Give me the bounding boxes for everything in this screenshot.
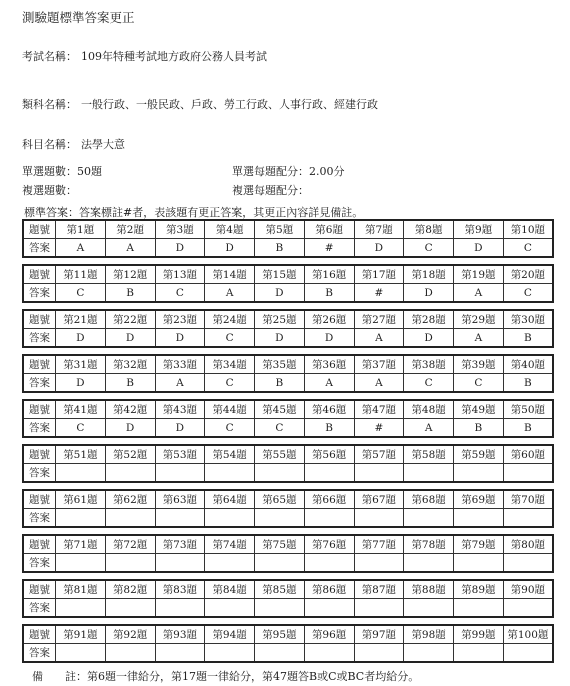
answer-row bbox=[23, 419, 553, 438]
row-label-answer: 答案 bbox=[23, 374, 56, 393]
answer-table bbox=[22, 309, 554, 348]
answer-cell: C bbox=[404, 239, 454, 258]
answer-cell: B bbox=[255, 374, 305, 393]
answer-table bbox=[22, 534, 554, 573]
question-number-cell: 第59題 bbox=[454, 445, 504, 464]
question-number-cell: 第8題 bbox=[404, 220, 454, 239]
question-number-cell: 第35題 bbox=[255, 355, 305, 374]
answer-table bbox=[22, 489, 554, 528]
question-number-row bbox=[23, 445, 553, 464]
answer-cell bbox=[255, 554, 305, 573]
answer-cell: B bbox=[105, 374, 155, 393]
question-number-cell: 第33題 bbox=[155, 355, 205, 374]
question-number-cell: 第62題 bbox=[105, 490, 155, 509]
answer-cell bbox=[205, 599, 255, 618]
row-label-answer: 答案 bbox=[23, 644, 56, 663]
question-number-cell: 第41題 bbox=[56, 400, 106, 419]
answer-row bbox=[23, 599, 553, 618]
question-number-cell: 第50題 bbox=[503, 400, 553, 419]
multi-count: 複選題數： bbox=[22, 184, 77, 197]
question-number-cell: 第67題 bbox=[354, 490, 404, 509]
question-number-cell: 第9題 bbox=[454, 220, 504, 239]
answer-cell: D bbox=[155, 419, 205, 438]
row-label-question: 題號 bbox=[23, 490, 56, 509]
answer-cell: B bbox=[503, 419, 553, 438]
answer-cell: D bbox=[56, 329, 106, 348]
answer-cell: C bbox=[454, 374, 504, 393]
answer-cell: C bbox=[503, 284, 553, 303]
answer-cell: D bbox=[454, 239, 504, 258]
question-number-cell: 第14題 bbox=[205, 265, 255, 284]
row-label-question: 題號 bbox=[23, 400, 56, 419]
question-number-cell: 第61題 bbox=[56, 490, 106, 509]
answer-table bbox=[22, 264, 554, 303]
answer-cell: D bbox=[155, 329, 205, 348]
question-number-cell: 第87題 bbox=[354, 580, 404, 599]
question-number-cell: 第22題 bbox=[105, 310, 155, 329]
answer-row bbox=[23, 374, 553, 393]
answer-cell bbox=[354, 464, 404, 483]
answer-cell: D bbox=[354, 239, 404, 258]
answer-cell bbox=[56, 554, 106, 573]
answer-cell bbox=[255, 599, 305, 618]
answer-cell bbox=[354, 599, 404, 618]
question-number-cell: 第95題 bbox=[255, 625, 305, 644]
answer-cell bbox=[404, 554, 454, 573]
question-number-cell: 第71題 bbox=[56, 535, 106, 554]
question-number-cell: 第96題 bbox=[304, 625, 354, 644]
answer-cell: D bbox=[304, 329, 354, 348]
question-number-cell: 第49題 bbox=[454, 400, 504, 419]
row-label-question: 題號 bbox=[23, 580, 56, 599]
category-label: 類科名稱： bbox=[22, 98, 77, 111]
answer-cell bbox=[304, 599, 354, 618]
answer-cell bbox=[205, 644, 255, 663]
question-number-cell: 第1題 bbox=[56, 220, 106, 239]
question-number-cell: 第13題 bbox=[155, 265, 205, 284]
answer-cell: A bbox=[304, 374, 354, 393]
question-number-cell: 第4題 bbox=[205, 220, 255, 239]
answer-cell bbox=[404, 644, 454, 663]
question-number-cell: 第82題 bbox=[105, 580, 155, 599]
answer-cell bbox=[404, 509, 454, 528]
answer-cell bbox=[304, 464, 354, 483]
answer-cell: A bbox=[454, 329, 504, 348]
answer-cell: D bbox=[255, 329, 305, 348]
question-number-cell: 第30題 bbox=[503, 310, 553, 329]
answer-cell bbox=[454, 554, 504, 573]
answer-cell: A bbox=[454, 284, 504, 303]
answer-row bbox=[23, 329, 553, 348]
question-number-cell: 第32題 bbox=[105, 355, 155, 374]
question-number-cell: 第58題 bbox=[404, 445, 454, 464]
question-number-cell: 第99題 bbox=[454, 625, 504, 644]
exam-name-value: 109年特種考試地方政府公務人員考試 bbox=[81, 50, 267, 63]
question-number-cell: 第51題 bbox=[56, 445, 106, 464]
multi-score: 複選每題配分： bbox=[232, 184, 309, 197]
answer-cell: C bbox=[205, 329, 255, 348]
question-number-cell: 第84題 bbox=[205, 580, 255, 599]
answer-cell: D bbox=[105, 419, 155, 438]
subject-value: 法學大意 bbox=[81, 138, 125, 151]
answer-cell: A bbox=[205, 284, 255, 303]
question-number-cell: 第48題 bbox=[404, 400, 454, 419]
row-label-answer: 答案 bbox=[23, 554, 56, 573]
answer-cell bbox=[304, 554, 354, 573]
answer-cell: B bbox=[454, 419, 504, 438]
question-number-cell: 第21題 bbox=[56, 310, 106, 329]
question-number-cell: 第45題 bbox=[255, 400, 305, 419]
remark-text: 第6題一律給分，第17題一律給分，第47題答B或C或BC者均給分。 bbox=[87, 670, 420, 683]
answer-cell: C bbox=[205, 419, 255, 438]
answer-cell bbox=[105, 464, 155, 483]
question-number-row bbox=[23, 580, 553, 599]
answer-cell: # bbox=[354, 284, 404, 303]
question-number-cell: 第5題 bbox=[255, 220, 305, 239]
question-number-cell: 第93題 bbox=[155, 625, 205, 644]
answer-cell bbox=[255, 464, 305, 483]
question-number-cell: 第83題 bbox=[155, 580, 205, 599]
answer-cell bbox=[155, 554, 205, 573]
answer-cell: D bbox=[404, 329, 454, 348]
question-number-cell: 第94題 bbox=[205, 625, 255, 644]
question-number-cell: 第34題 bbox=[205, 355, 255, 374]
question-number-cell: 第52題 bbox=[105, 445, 155, 464]
question-number-cell: 第43題 bbox=[155, 400, 205, 419]
question-number-cell: 第56題 bbox=[304, 445, 354, 464]
answer-cell: A bbox=[155, 374, 205, 393]
row-label-question: 題號 bbox=[23, 220, 56, 239]
question-number-cell: 第78題 bbox=[404, 535, 454, 554]
single-score: 單選每題配分：2.00分 bbox=[232, 165, 345, 178]
question-number-cell: 第6題 bbox=[304, 220, 354, 239]
answer-cell: D bbox=[205, 239, 255, 258]
answer-cell bbox=[56, 464, 106, 483]
answer-cell: D bbox=[404, 284, 454, 303]
answer-cell: C bbox=[56, 419, 106, 438]
answer-cell bbox=[155, 644, 205, 663]
answer-cell: A bbox=[105, 239, 155, 258]
question-number-cell: 第36題 bbox=[304, 355, 354, 374]
remark-label: 備 註： bbox=[32, 670, 87, 683]
question-number-cell: 第55題 bbox=[255, 445, 305, 464]
question-number-row bbox=[23, 535, 553, 554]
answer-cell: B bbox=[105, 284, 155, 303]
answer-table bbox=[22, 219, 554, 258]
answer-cell: # bbox=[304, 239, 354, 258]
answer-cell bbox=[205, 509, 255, 528]
question-number-cell: 第40題 bbox=[503, 355, 553, 374]
answer-cell bbox=[503, 464, 553, 483]
answer-row bbox=[23, 284, 553, 303]
answer-cell bbox=[205, 464, 255, 483]
question-number-cell: 第44題 bbox=[205, 400, 255, 419]
answer-cell bbox=[454, 464, 504, 483]
subject-line bbox=[22, 136, 125, 152]
question-number-cell: 第98題 bbox=[404, 625, 454, 644]
question-number-row bbox=[23, 625, 553, 644]
question-number-cell: 第2題 bbox=[105, 220, 155, 239]
answer-cell: C bbox=[56, 284, 106, 303]
question-number-cell: 第31題 bbox=[56, 355, 106, 374]
answer-cell: B bbox=[304, 419, 354, 438]
question-number-cell: 第53題 bbox=[155, 445, 205, 464]
question-number-cell: 第11題 bbox=[56, 265, 106, 284]
remark-line bbox=[32, 668, 419, 684]
question-number-cell: 第23題 bbox=[155, 310, 205, 329]
question-number-cell: 第20題 bbox=[503, 265, 553, 284]
question-number-cell: 第74題 bbox=[205, 535, 255, 554]
question-number-cell: 第85題 bbox=[255, 580, 305, 599]
question-number-cell: 第57題 bbox=[354, 445, 404, 464]
question-number-cell: 第3題 bbox=[155, 220, 205, 239]
answer-table bbox=[22, 444, 554, 483]
answer-cell bbox=[105, 509, 155, 528]
question-number-cell: 第47題 bbox=[354, 400, 404, 419]
row-label-question: 題號 bbox=[23, 355, 56, 374]
answer-cell: D bbox=[155, 239, 205, 258]
answer-cell: B bbox=[503, 374, 553, 393]
question-number-cell: 第63題 bbox=[155, 490, 205, 509]
row-label-answer: 答案 bbox=[23, 464, 56, 483]
question-number-cell: 第29題 bbox=[454, 310, 504, 329]
question-number-cell: 第17題 bbox=[354, 265, 404, 284]
question-number-row bbox=[23, 355, 553, 374]
question-number-cell: 第81題 bbox=[56, 580, 106, 599]
question-number-cell: 第91題 bbox=[56, 625, 106, 644]
answer-cell bbox=[255, 644, 305, 663]
question-number-cell: 第7題 bbox=[354, 220, 404, 239]
answer-cell: B bbox=[503, 329, 553, 348]
answer-cell: D bbox=[105, 329, 155, 348]
answer-cell: D bbox=[255, 284, 305, 303]
question-number-cell: 第10題 bbox=[503, 220, 553, 239]
question-number-cell: 第73題 bbox=[155, 535, 205, 554]
question-number-row bbox=[23, 310, 553, 329]
question-number-cell: 第68題 bbox=[404, 490, 454, 509]
answer-row bbox=[23, 554, 553, 573]
question-number-cell: 第37題 bbox=[354, 355, 404, 374]
question-number-row bbox=[23, 400, 553, 419]
standard-answer-note: 標準答案：答案標註#者，表該題有更正答案，其更正內容詳見備註。 bbox=[24, 206, 364, 219]
answer-cell bbox=[304, 644, 354, 663]
answer-cell bbox=[155, 509, 205, 528]
question-number-cell: 第65題 bbox=[255, 490, 305, 509]
question-number-cell: 第15題 bbox=[255, 265, 305, 284]
question-number-cell: 第42題 bbox=[105, 400, 155, 419]
answer-cell: B bbox=[255, 239, 305, 258]
question-number-row bbox=[23, 220, 553, 239]
subject-label: 科目名稱： bbox=[22, 138, 77, 151]
question-number-cell: 第69題 bbox=[454, 490, 504, 509]
answer-table bbox=[22, 354, 554, 393]
question-number-cell: 第88題 bbox=[404, 580, 454, 599]
row-label-answer: 答案 bbox=[23, 329, 56, 348]
question-number-cell: 第80題 bbox=[503, 535, 553, 554]
question-number-cell: 第75題 bbox=[255, 535, 305, 554]
answer-cell bbox=[354, 554, 404, 573]
answer-cell bbox=[503, 554, 553, 573]
question-number-cell: 第28題 bbox=[404, 310, 454, 329]
question-number-cell: 第26題 bbox=[304, 310, 354, 329]
answer-cell bbox=[454, 644, 504, 663]
answer-cell bbox=[105, 644, 155, 663]
answer-cell bbox=[404, 464, 454, 483]
answer-cell bbox=[404, 599, 454, 618]
question-number-cell: 第46題 bbox=[304, 400, 354, 419]
question-number-cell: 第70題 bbox=[503, 490, 553, 509]
question-number-cell: 第76題 bbox=[304, 535, 354, 554]
question-number-cell: 第64題 bbox=[205, 490, 255, 509]
category-value: 一般行政、一般民政、戶政、勞工行政、人事行政、經建行政 bbox=[81, 98, 378, 111]
row-label-answer: 答案 bbox=[23, 239, 56, 258]
exam-name-label: 考試名稱： bbox=[22, 50, 77, 63]
row-label-question: 題號 bbox=[23, 535, 56, 554]
answer-cell bbox=[155, 464, 205, 483]
answer-row bbox=[23, 239, 553, 258]
question-number-cell: 第16題 bbox=[304, 265, 354, 284]
question-number-cell: 第97題 bbox=[354, 625, 404, 644]
answer-cell bbox=[503, 599, 553, 618]
question-number-cell: 第77題 bbox=[354, 535, 404, 554]
row-label-question: 題號 bbox=[23, 265, 56, 284]
category-line bbox=[22, 96, 378, 112]
answer-cell bbox=[56, 644, 106, 663]
row-label-answer: 答案 bbox=[23, 419, 56, 438]
answer-cell bbox=[56, 509, 106, 528]
answer-cell: A bbox=[56, 239, 106, 258]
answer-row bbox=[23, 644, 553, 663]
document-title: 測驗題標準答案更正 bbox=[22, 10, 135, 25]
answer-cell: C bbox=[205, 374, 255, 393]
answer-cell bbox=[503, 509, 553, 528]
answer-cell: A bbox=[354, 374, 404, 393]
answer-row bbox=[23, 509, 553, 528]
row-label-answer: 答案 bbox=[23, 599, 56, 618]
question-number-cell: 第72題 bbox=[105, 535, 155, 554]
answer-cell bbox=[205, 554, 255, 573]
question-number-cell: 第38題 bbox=[404, 355, 454, 374]
question-number-cell: 第19題 bbox=[454, 265, 504, 284]
question-number-cell: 第89題 bbox=[454, 580, 504, 599]
answer-table bbox=[22, 624, 554, 663]
question-number-cell: 第25題 bbox=[255, 310, 305, 329]
answer-cell bbox=[255, 509, 305, 528]
answer-row bbox=[23, 464, 553, 483]
answer-cell: B bbox=[304, 284, 354, 303]
answer-cell: A bbox=[404, 419, 454, 438]
row-label-question: 題號 bbox=[23, 445, 56, 464]
answer-table bbox=[22, 399, 554, 438]
row-label-question: 題號 bbox=[23, 310, 56, 329]
answer-cell bbox=[454, 509, 504, 528]
single-count: 單選題數：50題 bbox=[22, 165, 102, 178]
answer-table bbox=[22, 579, 554, 618]
answer-cell: C bbox=[155, 284, 205, 303]
answer-cell bbox=[105, 599, 155, 618]
question-number-cell: 第79題 bbox=[454, 535, 504, 554]
answer-cell bbox=[56, 599, 106, 618]
question-number-cell: 第27題 bbox=[354, 310, 404, 329]
exam-name-line bbox=[22, 48, 267, 64]
question-number-row bbox=[23, 490, 553, 509]
answer-cell bbox=[304, 509, 354, 528]
answer-cell: C bbox=[255, 419, 305, 438]
answer-cell: # bbox=[354, 419, 404, 438]
answer-cell bbox=[155, 599, 205, 618]
row-label-answer: 答案 bbox=[23, 509, 56, 528]
answer-cell: A bbox=[354, 329, 404, 348]
answer-cell bbox=[105, 554, 155, 573]
answer-cell bbox=[454, 599, 504, 618]
question-number-cell: 第54題 bbox=[205, 445, 255, 464]
answer-cell: D bbox=[56, 374, 106, 393]
question-number-cell: 第24題 bbox=[205, 310, 255, 329]
answer-cell: C bbox=[503, 239, 553, 258]
question-number-cell: 第12題 bbox=[105, 265, 155, 284]
answer-cell: C bbox=[404, 374, 454, 393]
question-number-cell: 第86題 bbox=[304, 580, 354, 599]
question-number-cell: 第39題 bbox=[454, 355, 504, 374]
row-label-question: 題號 bbox=[23, 625, 56, 644]
question-number-cell: 第60題 bbox=[503, 445, 553, 464]
question-number-cell: 第100題 bbox=[503, 625, 553, 644]
row-label-answer: 答案 bbox=[23, 284, 56, 303]
answer-cell bbox=[354, 644, 404, 663]
answer-cell bbox=[354, 509, 404, 528]
question-number-cell: 第66題 bbox=[304, 490, 354, 509]
question-number-cell: 第18題 bbox=[404, 265, 454, 284]
question-number-cell: 第92題 bbox=[105, 625, 155, 644]
question-number-cell: 第90題 bbox=[503, 580, 553, 599]
answer-cell bbox=[503, 644, 553, 663]
question-number-row bbox=[23, 265, 553, 284]
